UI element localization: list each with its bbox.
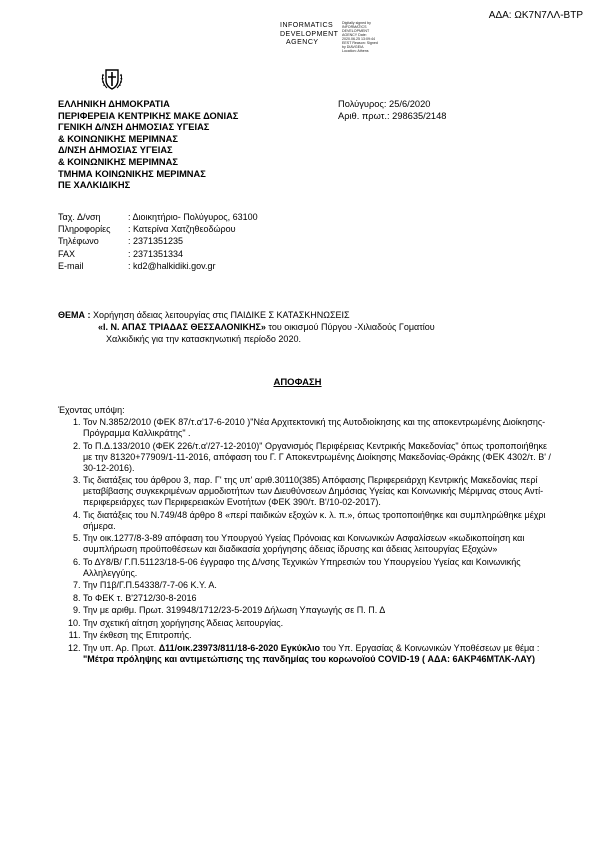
issuer-line: ΕΛΛΗΝΙΚΗ ΔΗΜΟΚΡΑΤΙΑ [58, 99, 170, 109]
contact-block [58, 211, 258, 272]
item12-text: του Υπ. Εργασίας & Κοινωνικών Υποθέσεων με θέμα : [320, 642, 540, 653]
email-link[interactable]: : kd2@halkidiki.gov.gr [128, 260, 216, 271]
camp-name: «Ι. Ν. ΑΠΑΣ ΤΡΙΑΔΑΣ ΘΕΣΣΑΛΟΝΙΚΗΣ» [98, 322, 266, 333]
ada-code: ΑΔΑ: ΩΚ7Ν7ΛΛ-ΒΤΡ [488, 10, 583, 21]
issuer-line: & ΚΟΙΝΩΝΙΚΗΣ ΜΕΡΙΜΝΑΣ [58, 133, 178, 144]
subject-label: ΘΕΜΑ : [58, 310, 91, 320]
subject-block [58, 309, 435, 346]
contact-value: : 2371351235 [128, 236, 184, 247]
list-item: 4. Τις διατάξεις του Ν.749/48 άρθρο 8 «περί παιδικών εξοχών κ. λ. π.», όπως τροποποιήθηκε και συμπληρώθηκε μέχρι σήμερα. [83, 510, 553, 532]
issuer-line: ΠΕ ΧΑΛΚΙΔΙΚΗΣ [58, 180, 131, 191]
contact-label: FAX [58, 248, 76, 259]
circular-ref: Δ11/οικ.23973/811/18-6-2020 Εγκύκλιο [158, 642, 321, 653]
place-date: Πολύγυρος: 25/6/2020 [338, 99, 431, 109]
list-item: 10. Την σχετική αίτηση χορήγησης Άδειας λειτουργίας. [83, 618, 553, 629]
list-item: 6. Το ΔΥ8/Β/ Γ.Π.51123/18-5-06 έγγραφο της Δ/νσης Τεχνικών Υπηρεσιών του Υπουργείου Υγείας και Κοινωνικής Αλληλεγγύης. [83, 557, 553, 579]
issuer-block [58, 99, 238, 192]
subject-text: Χορήγηση άδειας λειτουργίας στις ΠΑΙΔΙΚΕ Σ ΚΑΤΑΣΚΗΝΩΣΕΙΣ [90, 310, 350, 320]
list-item: 11. Την έκθεση της Επιτροπής. [83, 630, 553, 641]
list-item: 1. Τον Ν.3852/2010 (ΦΕΚ 87/τ.α'17-6-2010 )"Νέα Αρχιτεκτονική της Αυτοδιοίκησης και της αποκεντρωμένης Διοίκησης-Πρόγραμμα Καλλικράτης" . [83, 417, 553, 439]
contact-value: : Κατερίνα Χατζηθεοδώρου [128, 224, 236, 235]
diavgeia-line-1: INFORMATICS [280, 22, 334, 29]
digital-signature-note: Digitally signed by INFORMATICS DEVELOPMENT AGENCY Date: 2020.06.25 13:09:44 EEST Reason: Signed by DIAVGEIA Location: Athens [342, 21, 378, 53]
issuer-line: ΓΕΝΙΚΗ Δ/ΝΣΗ ΔΗΜΟΣΙΑΣ ΥΓΕΙΑΣ [58, 122, 210, 133]
list-item: 3. Τις διατάξεις του άρθρου 3, παρ. Γ' της υπ' αριθ.30110(385) Απόφασης Περιφερειάρχη Κεντρικής Μακεδονίας περί μεταβίβασης συγκεκριμένων αρμοδιοτήτων των Διευθύνσεων Δημόσιας Υγείας και Κοινωνικής Μέριμνας στους Αντί-περιφερειάρχες των Περιφερειακών Ενοτήτων (ΦΕΚ 390/τ. Β'/10-02-2017). [83, 475, 553, 508]
list-item: 7. Την Π1β/Γ.Π.54338/7-7-06 Κ.Υ. Α. [83, 580, 553, 591]
issuer-line: Δ/ΝΣΗ ΔΗΜΟΣΙΑΣ ΥΓΕΙΑΣ [58, 145, 173, 156]
contact-row [58, 248, 258, 260]
greek-coat-of-arms-icon [100, 66, 124, 92]
contact-label: Ταχ. Δ/νση [58, 212, 101, 222]
list-item [83, 643, 553, 665]
issuer-line: ΠΕΡΙΦΕΡΕΙΑ ΚΕΝΤΡΙΚΗΣ ΜΑΚΕ ΔΟΝΙΑΣ [58, 110, 239, 121]
considerations-list [58, 417, 553, 666]
item12-text: Την υπ. Αρ. Πρωτ. [83, 642, 159, 653]
diavgeia-stamp [280, 22, 338, 48]
issuer-line: ΤΜΗΜΑ ΚΟΙΝΩΝΙΚΗΣ ΜΕΡΙΜΝΑΣ [58, 168, 206, 179]
issuer-line: & ΚΟΙΝΩΝΙΚΗΣ ΜΕΡΙΜΝΑΣ [58, 156, 178, 167]
list-item: 5. Την οικ.1277/8-3-89 απόφαση του Υπουργού Υγείας Πρόνοιας και Κοινωνικών Ασφαλίσεων «κωδικοποίηση και συμπλήρωση προϋποθέσεων και διαδικασία χορήγησης άδειας ίδρυσης και άδειας λειτουργίας Εξοχών» [83, 533, 553, 555]
circular-subject: "Μέτρα πρόληψης και αντιμετώπισης της πανδημίας του κορωνοϊού COVID-19 ( ΑΔΑ: 6ΑΚΡ46ΜΤΛΚ-ΛΑΥ) [83, 653, 535, 664]
contact-label: E-mail [58, 260, 84, 271]
protocol-number: Αριθ. πρωτ.: 298635/2148 [338, 110, 447, 121]
considerations-intro: Έχοντας υπόψη: [58, 405, 125, 415]
list-item: 2. Το Π.Δ.133/2010 (ΦΕΚ 226/τ.α'/27-12-2010)" Οργανισμός Περιφέρειας Κεντρικής Μακεδονίας" όπως τροποποιήθηκε με την 81320+77909/1-11-2016, απόφαση του Γ. Γ Αποκεντρωμένης Διοίκησης Μακεδονίας-Θράκης (ΦΕΚ 4302/τ. Β' / 30-12-2016). [83, 441, 553, 474]
contact-label: Πληροφορίες [58, 224, 111, 235]
contact-row [58, 260, 258, 272]
contact-label: Τηλέφωνο [58, 236, 99, 247]
diavgeia-line-3: AGENCY [286, 39, 319, 46]
list-item: 9. Την με αριθμ. Πρωτ. 319948/1712/23-5-2019 Δήλωση Υπαγωγής σε Π. Π. Δ [83, 605, 553, 616]
contact-value: : 2371351334 [128, 248, 184, 259]
list-item: 8. Το ΦΕΚ τ. Β'2712/30-8-2016 [83, 593, 553, 604]
contact-row [58, 235, 258, 247]
contact-row [58, 211, 258, 223]
diavgeia-line-2: DEVELOPMENT [280, 30, 339, 38]
contact-row [58, 223, 258, 235]
document-meta [338, 99, 446, 122]
contact-value: : Διοικητήριο- Πολύγυρος, 63100 [128, 212, 258, 222]
subject-text: του οικισμού Πύργου -Χιλιαδούς Γοματίου [265, 322, 435, 333]
subject-text: Χαλκιδικής για την κατασκηνωτική περίοδο 2020. [106, 334, 301, 345]
decision-title: ΑΠΟΦΑΣΗ [273, 377, 322, 388]
